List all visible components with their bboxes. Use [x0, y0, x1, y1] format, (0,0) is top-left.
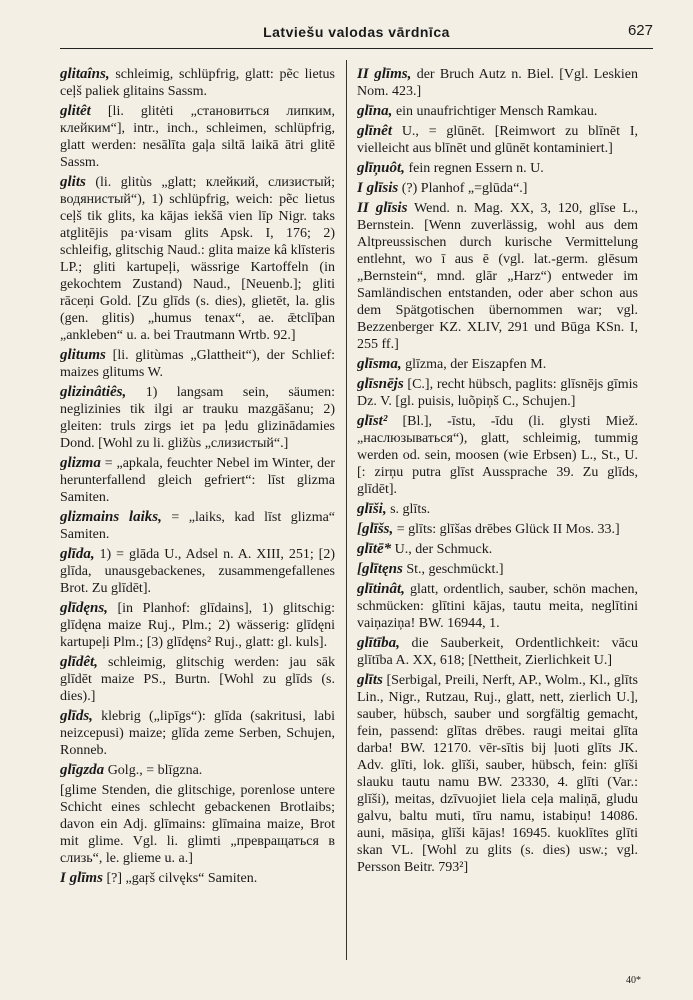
dictionary-entry [357, 501, 638, 518]
dictionary-entry [60, 509, 335, 543]
entry-headword: I glīms [60, 870, 103, 886]
entry-headword: glīņuôt, [357, 160, 405, 176]
entry-definition: = „apkala, feuchter Nebel im Winter, der herunterfallend gleich gefriert“: līst glizma Samiten. [60, 456, 335, 505]
dictionary-entry [60, 654, 335, 705]
dictionary-entry [357, 541, 638, 558]
entry-definition: [?] „gaŗš cilvęks“ Samiten. [106, 871, 258, 886]
entry-definition: 1) = glāda U., Adsel n. A. XIII, 251; [2) glīda, unausgebackenes, zusammengefallenes Brot. Zu glīdēt]. [60, 547, 335, 596]
signature-mark: 40* [626, 975, 641, 986]
entry-headword: [glīšs, [357, 521, 394, 537]
entry-definition: fein regnen Essern n. U. [408, 161, 544, 176]
dictionary-entry [60, 870, 335, 887]
entry-headword: II glīms, [357, 66, 412, 82]
entry-definition: s. glīts. [390, 502, 431, 517]
entry-headword: glītība, [357, 635, 400, 651]
entry-headword: I glīsis [357, 180, 399, 196]
dictionary-entry [357, 66, 638, 100]
dictionary-entry [60, 103, 335, 171]
entry-definition: [C.], recht hübsch, paglits: glīsnējs gīmis Dz. V. [gl. puisis, luõpiņš C., Schujen.] [357, 377, 638, 409]
entry-headword: glīda, [60, 546, 95, 562]
entry-definition: (?) Planhof „=glūda“.] [401, 181, 528, 196]
entry-definition: U., der Schmuck. [394, 542, 493, 557]
dictionary-entry [357, 123, 638, 157]
column-divider [346, 60, 347, 960]
dictionary-entry [60, 455, 335, 506]
entry-definition: der Bruch Autz n. Biel. [Vgl. Leskien Nom. 423.] [357, 67, 638, 99]
entry-headword: glits [60, 174, 86, 190]
entry-definition: die Sauberkeit, Ordentlichkeit: vācu glītība A. XX, 618; [Nettheit, Zierlichkeit U.] [357, 636, 638, 668]
dictionary-entry [60, 347, 335, 381]
entry-headword: glīdêt, [60, 654, 98, 670]
entry-headword: glītē* [357, 541, 392, 557]
dictionary-entry [357, 376, 638, 410]
entry-definition: Golg., = blīgzna. [107, 763, 203, 778]
dictionary-entry [60, 174, 335, 344]
entry-headword: glīts [357, 672, 383, 688]
dictionary-entry [60, 384, 335, 452]
entry-headword: glīsma, [357, 356, 402, 372]
dictionary-entry [357, 160, 638, 177]
dictionary-entry [60, 762, 335, 779]
dictionary-entry [60, 708, 335, 759]
entry-headword: glizmains laiks, [60, 509, 162, 525]
dictionary-entry [357, 581, 638, 632]
dictionary-entry [357, 103, 638, 120]
dictionary-entry [60, 600, 335, 651]
entry-definition: (li. glitùs „glatt; клейкий, слизистый; водянистый“), 1) schlüpfrig, weich: pẽc lietus ceļš tik glits, ka kājas iekšā vien līp Nigr. taks atglitējis pa·visam glits Apsk. I, 176; 2) schleifig, glitschig Naud.: glita maize kâ klīsteris LP.; gliti kartupeļi, wässrige Kartoffeln (in gekochtem Zustand) Naud., [Neuenb.]; gliti rāceņi Gold. [Zu glīds (s. dies), glietēt, la. glis (gen. glitis) „humus tenax“, ae. ǣtclīþan „ankleben“ u. a. bei Trautmann Wrtb. 92.] [60, 175, 335, 343]
entry-definition: U., = glūnēt. [Reimwort zu blīnēt I, vielleicht aus blīnēt und glūnēt kontaminiert.] [357, 124, 638, 156]
entry-headword: glitêt [60, 103, 91, 119]
dictionary-entry [357, 561, 638, 578]
entry-definition: = „laiks, kad līst glizma“ Samiten. [60, 510, 335, 542]
dictionary-entry [357, 200, 638, 353]
left-column [60, 66, 335, 960]
right-column [357, 66, 638, 960]
entry-definition: klebrig („lipīgs“): glīda (sakritusi, labi neizcepusi) maize; glīda zeme Serben, Schujen, Ronneb. [60, 709, 335, 758]
entry-headword: glīsnējs [357, 376, 404, 392]
page-number: 627 [627, 22, 653, 39]
entry-definition: Wend. n. Mag. XX, 3, 120, glīse L., Bernstein. [Wenn zuverlässig, wohl aus dem Altpreussischen durch kurische Vermittelung entlehnt, wo ī aus ē (vgl. lat.-germ. glēsum „Bernstein“, mnd. glār „Harz“) entweder im Samländischen entstanden, oder aber schon aus dem Spätgotischen übernommen war; vgl. Bezzenberger KZ. XLIV, 291 und Būga KSn. I, 255 ff.] [357, 201, 638, 352]
entry-definition: [Serbigal, Preili, Nerft, AP., Wolm., Kl., glīts Lin., Nigr., Rutzau, Ruj., glatt, nett, zierlich U.], sauber, hübsch, sauber und sorgfältig gemacht, fein, passend: glītas drēbes. raugi meitai glīta darba! BW. 12170. vēr-sītis bij ļuoti glīts JK. Adv. glīti, lok. glīši, sauber, hübsch, fein: glīši slauku tautu namu BW. 23330, 4. glīti (Var.: glīši), meitas, dzīvuojiet liela ceļa maliņā, gludu galvu, baltu muti, tīru namu, istabiņu! 14086. auni, māsiņa, glīši kājas! 16945. kuoklītes glīti skan VL. [Wohl zu glits (s. dies) usw.; vgl. Persson Beitr. 793²] [357, 673, 638, 875]
dictionary-entry [357, 672, 638, 876]
entry-headword: glītinât, [357, 581, 405, 597]
dictionary-entry [357, 413, 638, 498]
entry-headword: glizinâtiês, [60, 384, 127, 400]
entry-headword: glīst² [357, 413, 388, 429]
entry-definition: [glime Stenden, die glitschige, porenlose untere Schicht eines schlecht gebackenen Brotlaibs; davon ein Adj. glīmains: glīmaina maize, Brot mit glime. Vgl. li. glimti „превращаться в слизь“, le. glieme u. a.] [60, 783, 335, 866]
entry-definition: St., geschmückt.] [406, 562, 504, 577]
entry-headword: glīnêt [357, 123, 393, 139]
dictionary-entry [357, 180, 638, 197]
entry-definition: [li. glitùmas „Glattheit“), der Schlief: maizes glitums W. [60, 348, 335, 380]
entry-definition: schleimig, glitschig werden: jau sāk glīdēt maize PS., Burtn. [Wohl zu glīds (s. dies).] [60, 655, 335, 704]
entry-definition: glīzma, der Eiszapfen M. [405, 357, 547, 372]
dictionary-entry [357, 635, 638, 669]
dictionary-entry [357, 521, 638, 538]
entry-headword: glitaîns, [60, 66, 110, 82]
dictionary-entry [357, 356, 638, 373]
entry-definition: [in Planhof: glīdains], 1) glitschig: glīdęna maize Ruj., Plm.; 2) wässerig: glīdęni kartupeļi Plm.; [3) glīdęns² Ruj., glatt: gl. kuls]. [60, 601, 335, 650]
entry-headword: glizma [60, 455, 101, 471]
running-title: Latviešu valodas vārdnīca [263, 24, 450, 40]
entry-headword: glitums [60, 347, 106, 363]
dictionary-entry [60, 66, 335, 100]
entry-definition: schleimig, schlüpfrig, glatt: pẽc lietus ceļš paliek glitains Sassm. [60, 67, 335, 99]
dictionary-entry [60, 546, 335, 597]
entry-headword: II glīsis [357, 200, 408, 216]
entry-headword: glīši, [357, 501, 387, 517]
entry-headword: glīdęns, [60, 600, 108, 616]
page-header [60, 22, 653, 49]
entry-headword: glīds, [60, 708, 93, 724]
entry-definition: ein unaufrichtiger Mensch Ramkau. [395, 104, 598, 119]
entry-definition: [li. glitėti „становиться липким, клейким“], intr., inch., schleimen, schlüpfrig, glatt werden: nesālīta gaļa siltā laikā ātri glitē Sassm. [60, 104, 335, 170]
entry-definition: = glīts: glīšas drēbes Glück II Mos. 33.] [396, 522, 620, 537]
entry-definition: 1) langsam sein, säumen: neglizinies tik ilgi ar trauku mazgāšanu; 2) gleiten: truls zirgs iet pa ļedu glizinādamies Dond. [Wohl zu li. gližùs „слизистый“.] [60, 385, 335, 451]
entry-definition: [Bl.], -īstu, -īdu (li. glysti Miež. „наслюзываться“), glatt, schleimig, tummig werden od. sein, moosen (wie Erbsen) L., St., U. [: zirņu putra glīst Aussprache 39. Zu glīds, glīdēt]. [357, 414, 638, 497]
dictionary-entry [60, 782, 335, 867]
entry-headword: glīna, [357, 103, 393, 119]
entry-headword: [glītęns [357, 561, 403, 577]
entry-headword: glīgzda [60, 762, 105, 778]
entry-definition: glatt, ordentlich, sauber, schön machen, schmücken: glītini kājas, tautu meita, neglītini vaiņaziņa! BW. 16944, 1. [357, 582, 638, 631]
